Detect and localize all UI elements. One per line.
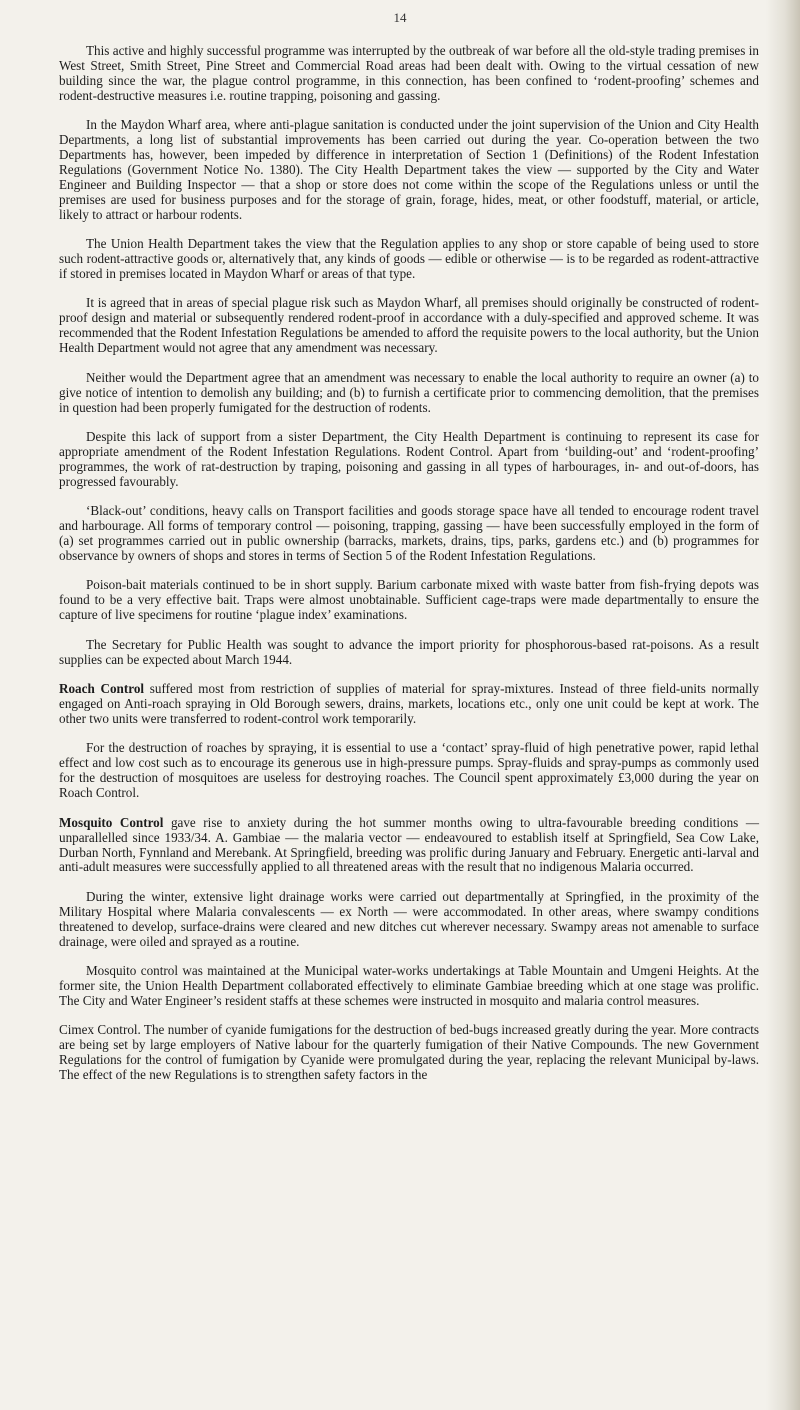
paragraph-rodent-control	[59, 430, 759, 490]
paragraph-roach-spraying	[59, 741, 759, 801]
paragraph-text: suffered most from restriction of supplies of material for spray-mixtures. Instead of three field-units normally engaged on Anti-roach spraying in Old Borough sewers, drains, markets, locations etc., only one unit could be kept at work. The other two units were transferred to rodent-control work temporarily.	[59, 681, 759, 726]
page-edge-shadow	[766, 0, 800, 1410]
paragraph-maydon-wharf	[59, 118, 759, 222]
paragraph-poison-bait	[59, 578, 759, 623]
paragraph-text: In the Maydon Wharf area, where anti-plague sanitation is conducted under the joint supervision of the Union and City Health Departments, a long list of substantial improvements has been carried out during the year. Co-operation between the two Departments has, however, been impeded by difference in interpretation of Section 1 (Definitions) of the Rodent Infestation Regulations (Government Notice No. 1380). The City Health Department takes the view — supported by the City and Water Engineer and Building Inspector — that a shop or store does not come within the scope of the Regulations unless or until the premises are used for business purposes and for the storage of grain, forage, hides, meat, or other foodstuff, material, or article, likely to attract or harbour rodents.	[59, 117, 759, 222]
paragraph-text: Mosquito control was maintained at the Municipal water-works undertakings at Table Mountain and Umgeni Heights. At the former site, the Union Health Department collaborated effectively to eliminate Gambiae breeding which at one stage was prolific. The City and Water Engineer’s resident staffs at these schemes were instructed in mosquito and malaria control measures.	[59, 963, 759, 1008]
paragraph-text: Neither would the Department agree that an amendment was necessary to enable the local authority to require an owner (a) to give notice of intention to demolish any building; and (b) to furnish a certificate prior to commencing demolition, that the premises in question had been properly fumigated for the destruction of rodents.	[59, 369, 759, 415]
paragraph-roach-control	[59, 682, 759, 727]
page-number: 14	[393, 10, 407, 25]
paragraph-special-risk	[59, 296, 759, 356]
paragraph-text: During the winter, extensive light drainage works were carried out departmentally at Springfied, in the proximity of the Military Hospital where Malaria convalescents — ex North — were accommodated. In other areas, where swampy conditions threatened to develop, surface-drains were cleared and new ditches cut wherever necessary. Swampy areas not amenable to surface drainage, were oiled and sprayed as a routine.	[59, 888, 759, 949]
paragraph-text: ‘Black-out’ conditions, heavy calls on Transport facilities and goods storage space have all tended to encourage rodent travel and harbourage. All forms of temporary control — poisoning, trapping, gassing — have been successfully employed in the form of (a) set programmes carried out in public ownership (barracks, markets, drains, tips, parks, gardens etc.) and (b) programmes for observance by owners of shops and stores in terms of Section 5 of the Rodent Infestation Regulations.	[59, 503, 759, 563]
paragraph-winter-drainage	[59, 890, 759, 950]
paragraph-text: This active and highly successful programme was interrupted by the outbreak of war before all the old-style trading premises in West Street, Smith Street, Pine Street and Commercial Road areas had been dealt with. Owing to the virtual cessation of new building since the war, the plague control programme, in this connection, has been confined to ‘rodent-proofing’ schemes and rodent-destructive measures i.e. routine trapping, poisoning and gassing.	[59, 43, 759, 103]
mosquito-control-heading: Mosquito Control	[59, 814, 164, 830]
paragraph-text: Cimex Control. The number of cyanide fumigations for the destruction of bed-bugs increased greatly during the year. More contracts are being set by large employers of Native labour for the quarterly fumigation of their Native Compounds. The new Government Regulations for the control of fumigation by Cyanide were promulgated during the year, replacing the relevant Municipal by-laws. The effect of the new Regulations is to strengthen safety factors in the	[59, 1022, 759, 1083]
paragraph-text: For the destruction of roaches by spraying, it is essential to use a ‘contact’ spray-fluid of high penetrative power, rapid lethal effect and low cost such as to encourage its generous use in high-pressure pumps. Spray-fluids and spray-pumps as commonly used for the destruction of mosquitoes are useless for destroying roaches. The Council spent approximately £3,000 during the year on Roach Control.	[59, 740, 759, 801]
paragraph-text: Despite this lack of support from a sister Department, the City Health Department is continuing to represent its case for appropriate amendment of the Rodent Infestation Regulations. Rodent Control. Apart from ‘building-out’ and ‘rodent-proofing’ programmes, the work of rat-destruction by traping, poisoning and gassing in all types of harbourages, in- and out-of-doors, has progressed favourably.	[59, 429, 759, 489]
paragraph-import-priority	[59, 638, 759, 668]
paragraph-black-out	[59, 504, 759, 564]
paragraph-text: The Secretary for Public Health was sought to advance the import priority for phosphorous-based rat-poisons. As a result supplies can be expected about March 1944.	[59, 636, 759, 667]
roach-control-heading: Roach Control	[59, 681, 145, 697]
paragraph-text: It is agreed that in areas of special plague risk such as Maydon Wharf, all premises should originally be constructed of rodent-proof design and material or subsequently rendered rodent-proof in accordance with a duly-specified and approved scheme. It was recommended that the Rodent Infestation Regulations be amended to afford the requisite powers to the local authority, but the Union Health Department would not agree that any amendment was necessary.	[59, 295, 759, 356]
paragraph-mosquito-control	[59, 816, 759, 876]
paragraph-text: Poison-bait materials continued to be in short supply. Barium carbonate mixed with waste batter from fish-frying depots was found to be a very effective bait. Traps were almost unobtainable. Sufficient cage-traps were made departmentally to ensure the capture of live specimens for routine ‘plague index’ examinations.	[59, 577, 759, 623]
paragraph-cimex-control	[59, 1023, 759, 1083]
paragraph-text: The Union Health Department takes the view that the Regulation applies to any shop or store capable of being used to store such rodent-attractive goods or, alternatively that, any kinds of goods — edible or otherwise — is to be regarded as rodent-attractive if stored in premises located in Maydon Wharf or areas of that type.	[59, 236, 759, 281]
paragraph-union-view	[59, 237, 759, 282]
paragraph-text: gave rise to anxiety during the hot summer months owing to ultra-favourable breeding conditions — unparallelled since 1933/34. A. Gambiae — the malaria vector — endeavoured to establish itself at Springfield, Sea Cow Lake, Durban North, Fynnland and Merebank. At Springfield, breeding was prolific during January and February. Energetic anti-larval and anti-adult measures were successfully applied to all threatened areas with the result that no indigenous Malaria occurred.	[59, 814, 759, 875]
paragraph-demolition-notice	[59, 371, 759, 416]
paragraph-water-works	[59, 964, 759, 1009]
report-body	[59, 44, 759, 1098]
paragraph-war-interruption	[59, 44, 759, 104]
